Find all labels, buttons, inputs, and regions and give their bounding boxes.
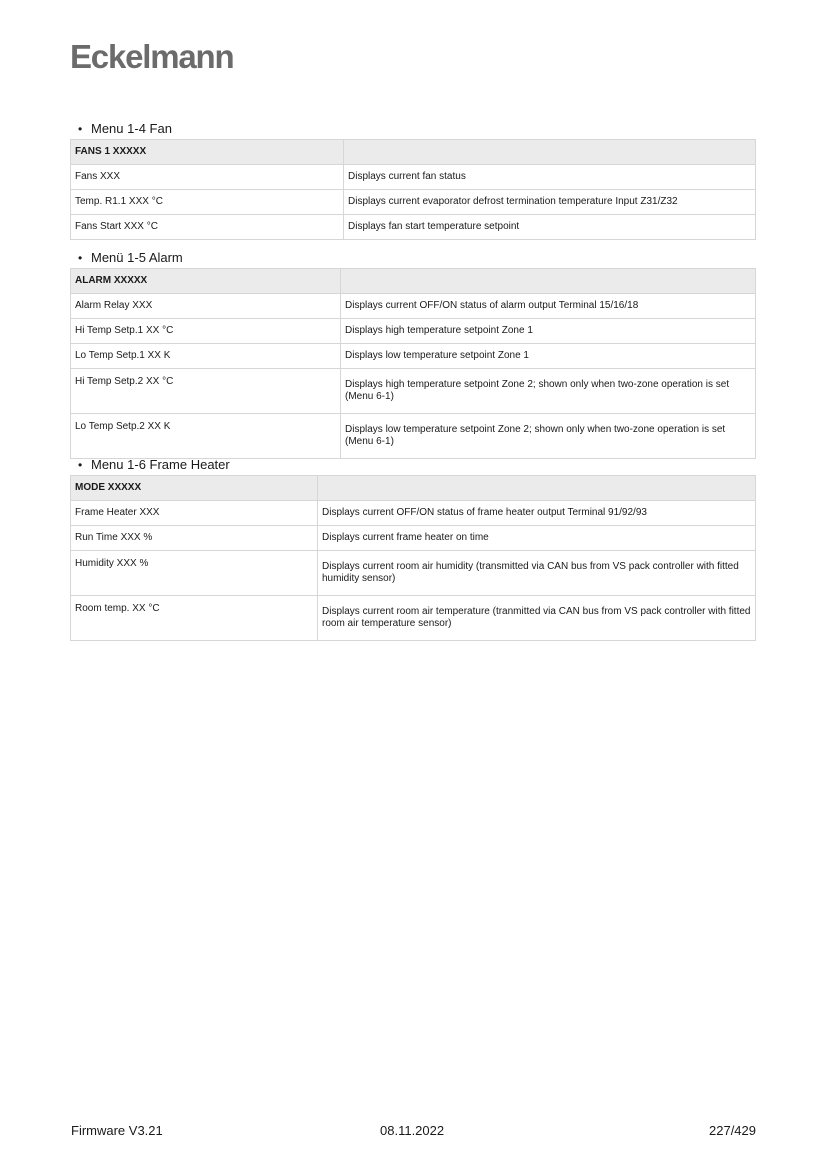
param-description: Displays current frame heater on time [318, 526, 756, 551]
param-label: Fans XXX [71, 165, 344, 190]
table-header-cell-empty [318, 476, 756, 501]
fan-table [70, 139, 756, 240]
footer-page-number: 227/429 [709, 1123, 756, 1138]
param-description: Displays current room air temperature (tranmitted via CAN bus from VS pack controller with fitted room air temperature sensor) [318, 596, 756, 641]
param-description: Displays low temperature setpoint Zone 1 [341, 344, 756, 369]
table-row [71, 551, 756, 596]
footer-firmware: Firmware V3.21 [71, 1123, 163, 1138]
footer-date: 08.11.2022 [380, 1123, 445, 1138]
table-header-row [71, 269, 756, 294]
bullet-icon: • [78, 121, 83, 136]
section-title-text: Menu 1-4 Fan [91, 121, 172, 136]
table-header-row [71, 476, 756, 501]
param-description: Displays high temperature setpoint Zone 2; shown only when two-zone operation is set (Menu 6-1) [341, 369, 756, 414]
param-description: Displays high temperature setpoint Zone 1 [341, 319, 756, 344]
param-label: Run Time XXX % [71, 526, 318, 551]
section-title-frame-heater [78, 457, 230, 472]
section-title-text: Menü 1-5 Alarm [91, 250, 183, 265]
table-row [71, 294, 756, 319]
table-row [71, 414, 756, 459]
param-label: Lo Temp Setp.2 XX K [71, 414, 341, 459]
table-row [71, 501, 756, 526]
table-header-cell: MODE XXXXX [71, 476, 318, 501]
param-label: Hi Temp Setp.1 XX °C [71, 319, 341, 344]
param-description: Displays current evaporator defrost termination temperature Input Z31/Z32 [344, 190, 756, 215]
param-description: Displays current OFF/ON status of alarm output Terminal 15/16/18 [341, 294, 756, 319]
param-label: Hi Temp Setp.2 XX °C [71, 369, 341, 414]
param-label: Room temp. XX °C [71, 596, 318, 641]
alarm-table [70, 268, 756, 459]
param-label: Humidity XXX % [71, 551, 318, 596]
param-label: Fans Start XXX °C [71, 215, 344, 240]
table-header-cell-empty [341, 269, 756, 294]
section-title-alarm [78, 250, 183, 265]
param-label: Frame Heater XXX [71, 501, 318, 526]
section-title-fan [78, 121, 172, 136]
table-row [71, 190, 756, 215]
param-description: Displays current fan status [344, 165, 756, 190]
table-row [71, 215, 756, 240]
table-row [71, 369, 756, 414]
section-title-text: Menu 1-6 Frame Heater [91, 457, 230, 472]
table-row [71, 596, 756, 641]
param-description: Displays current room air humidity (transmitted via CAN bus from VS pack controller with fitted humidity sensor) [318, 551, 756, 596]
param-label: Lo Temp Setp.1 XX K [71, 344, 341, 369]
table-row [71, 165, 756, 190]
frame-heater-table [70, 475, 756, 641]
table-row [71, 344, 756, 369]
table-header-cell: ALARM XXXXX [71, 269, 341, 294]
param-label: Temp. R1.1 XXX °C [71, 190, 344, 215]
param-label: Alarm Relay XXX [71, 294, 341, 319]
param-description: Displays low temperature setpoint Zone 2; shown only when two-zone operation is set (Menu 6-1) [341, 414, 756, 459]
table-row [71, 319, 756, 344]
param-description: Displays fan start temperature setpoint [344, 215, 756, 240]
brand-logo: Eckelmann [70, 38, 234, 75]
bullet-icon: • [78, 457, 83, 472]
bullet-icon: • [78, 250, 83, 265]
table-row [71, 526, 756, 551]
param-description: Displays current OFF/ON status of frame heater output Terminal 91/92/93 [318, 501, 756, 526]
table-header-cell-empty [344, 140, 756, 165]
table-header-row [71, 140, 756, 165]
table-header-cell: FANS 1 XXXXX [71, 140, 344, 165]
